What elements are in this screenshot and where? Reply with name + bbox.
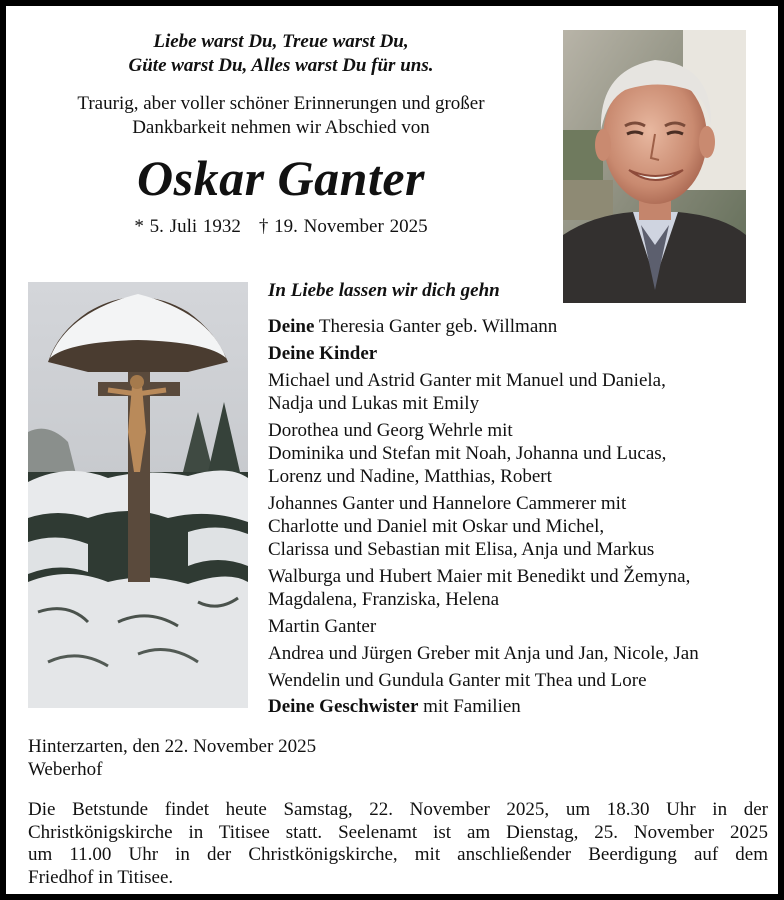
motto <box>26 30 536 78</box>
child-family-4 <box>268 565 778 611</box>
family-line: Wendelin und Gundula Ganter mit Thea und Lore <box>268 669 647 691</box>
spouse-entry <box>268 315 778 338</box>
child-family-6 <box>268 642 778 665</box>
family-line: Charlotte und Daniel mit Oskar und Michel, <box>268 516 605 537</box>
place-date <box>28 735 628 781</box>
place-name-line: Weberhof <box>28 759 103 780</box>
child-family-7 <box>268 669 778 692</box>
notice-line: um 11.00 Uhr in der Christkönigskirche, mit anschließender Beerdigung auf dem <box>28 844 768 865</box>
child-family-1 <box>268 369 778 415</box>
portrait-photo <box>563 30 746 303</box>
life-dates <box>26 215 536 239</box>
family-line: Dominika und Stefan mit Noah, Johanna und Lucas, <box>268 442 667 464</box>
motto-line-1: Liebe warst Du, Treue warst Du, <box>153 31 409 52</box>
family-line: Dorothea und Georg Wehrle mit <box>268 419 513 441</box>
deceased-name: Oskar Ganter <box>137 150 425 206</box>
children-heading-label: Deine Kinder <box>268 342 378 364</box>
service-notice <box>28 799 768 889</box>
children-heading <box>268 342 778 365</box>
child-family-5 <box>268 615 778 638</box>
family-heading: In Liebe lassen wir dich gehn <box>268 280 500 301</box>
siblings-entry <box>268 695 778 718</box>
family-line: Johannes Ganter und Hannelore Cammerer mit <box>268 492 627 514</box>
family-line: Walburga und Hubert Maier mit Benedikt und Žemyna, <box>268 566 691 587</box>
spouse-prefix: Deine <box>268 316 315 337</box>
family-line: Clarissa und Sebastian mit Elisa, Anja und Markus <box>268 539 655 561</box>
wayside-cross-photo <box>28 282 248 708</box>
notice-line: Die Betstunde findet heute Samstag, 22. November 2025, um 18.30 Uhr in der <box>28 799 768 820</box>
intro-line-1: Traurig, aber voller schöner Erinnerungen und großer <box>77 93 485 114</box>
family-line: Michael und Astrid Ganter mit Manuel und Daniela, <box>268 369 666 391</box>
notice-line: Friedhof in Titisee. <box>28 866 174 888</box>
family-line: Nadja und Lukas mit Emily <box>268 392 480 414</box>
siblings-suffix: mit Familien <box>418 696 521 718</box>
intro-line-2: Dankbarkeit nehmen wir Abschied von <box>132 117 430 138</box>
notice-line: Christkönigskirche in Titisee statt. Seelenamt ist am Dienstag, 25. November 2025 <box>28 821 768 843</box>
place-date-line: Hinterzarten, den 22. November 2025 <box>28 736 317 757</box>
siblings-prefix: Deine Geschwister <box>268 696 419 718</box>
child-family-2 <box>268 419 778 489</box>
birth-date: * 5. Juli 1932 <box>134 216 241 237</box>
death-date: † 19. November 2025 <box>258 216 428 237</box>
family-list <box>268 315 778 722</box>
intro-text <box>26 92 536 140</box>
family-line: Magdalena, Franziska, Helena <box>268 589 500 611</box>
family-line: Lorenz und Nadine, Matthias, Robert <box>268 466 552 487</box>
child-family-3 <box>268 492 778 562</box>
motto-line-2: Güte warst Du, Alles warst Du für uns. <box>128 55 434 76</box>
family-line: Andrea und Jürgen Greber mit Anja und Jan, Nicole, Jan <box>268 642 699 664</box>
family-line: Martin Ganter <box>268 616 377 637</box>
spouse-name: Theresia Ganter geb. Willmann <box>314 316 558 337</box>
